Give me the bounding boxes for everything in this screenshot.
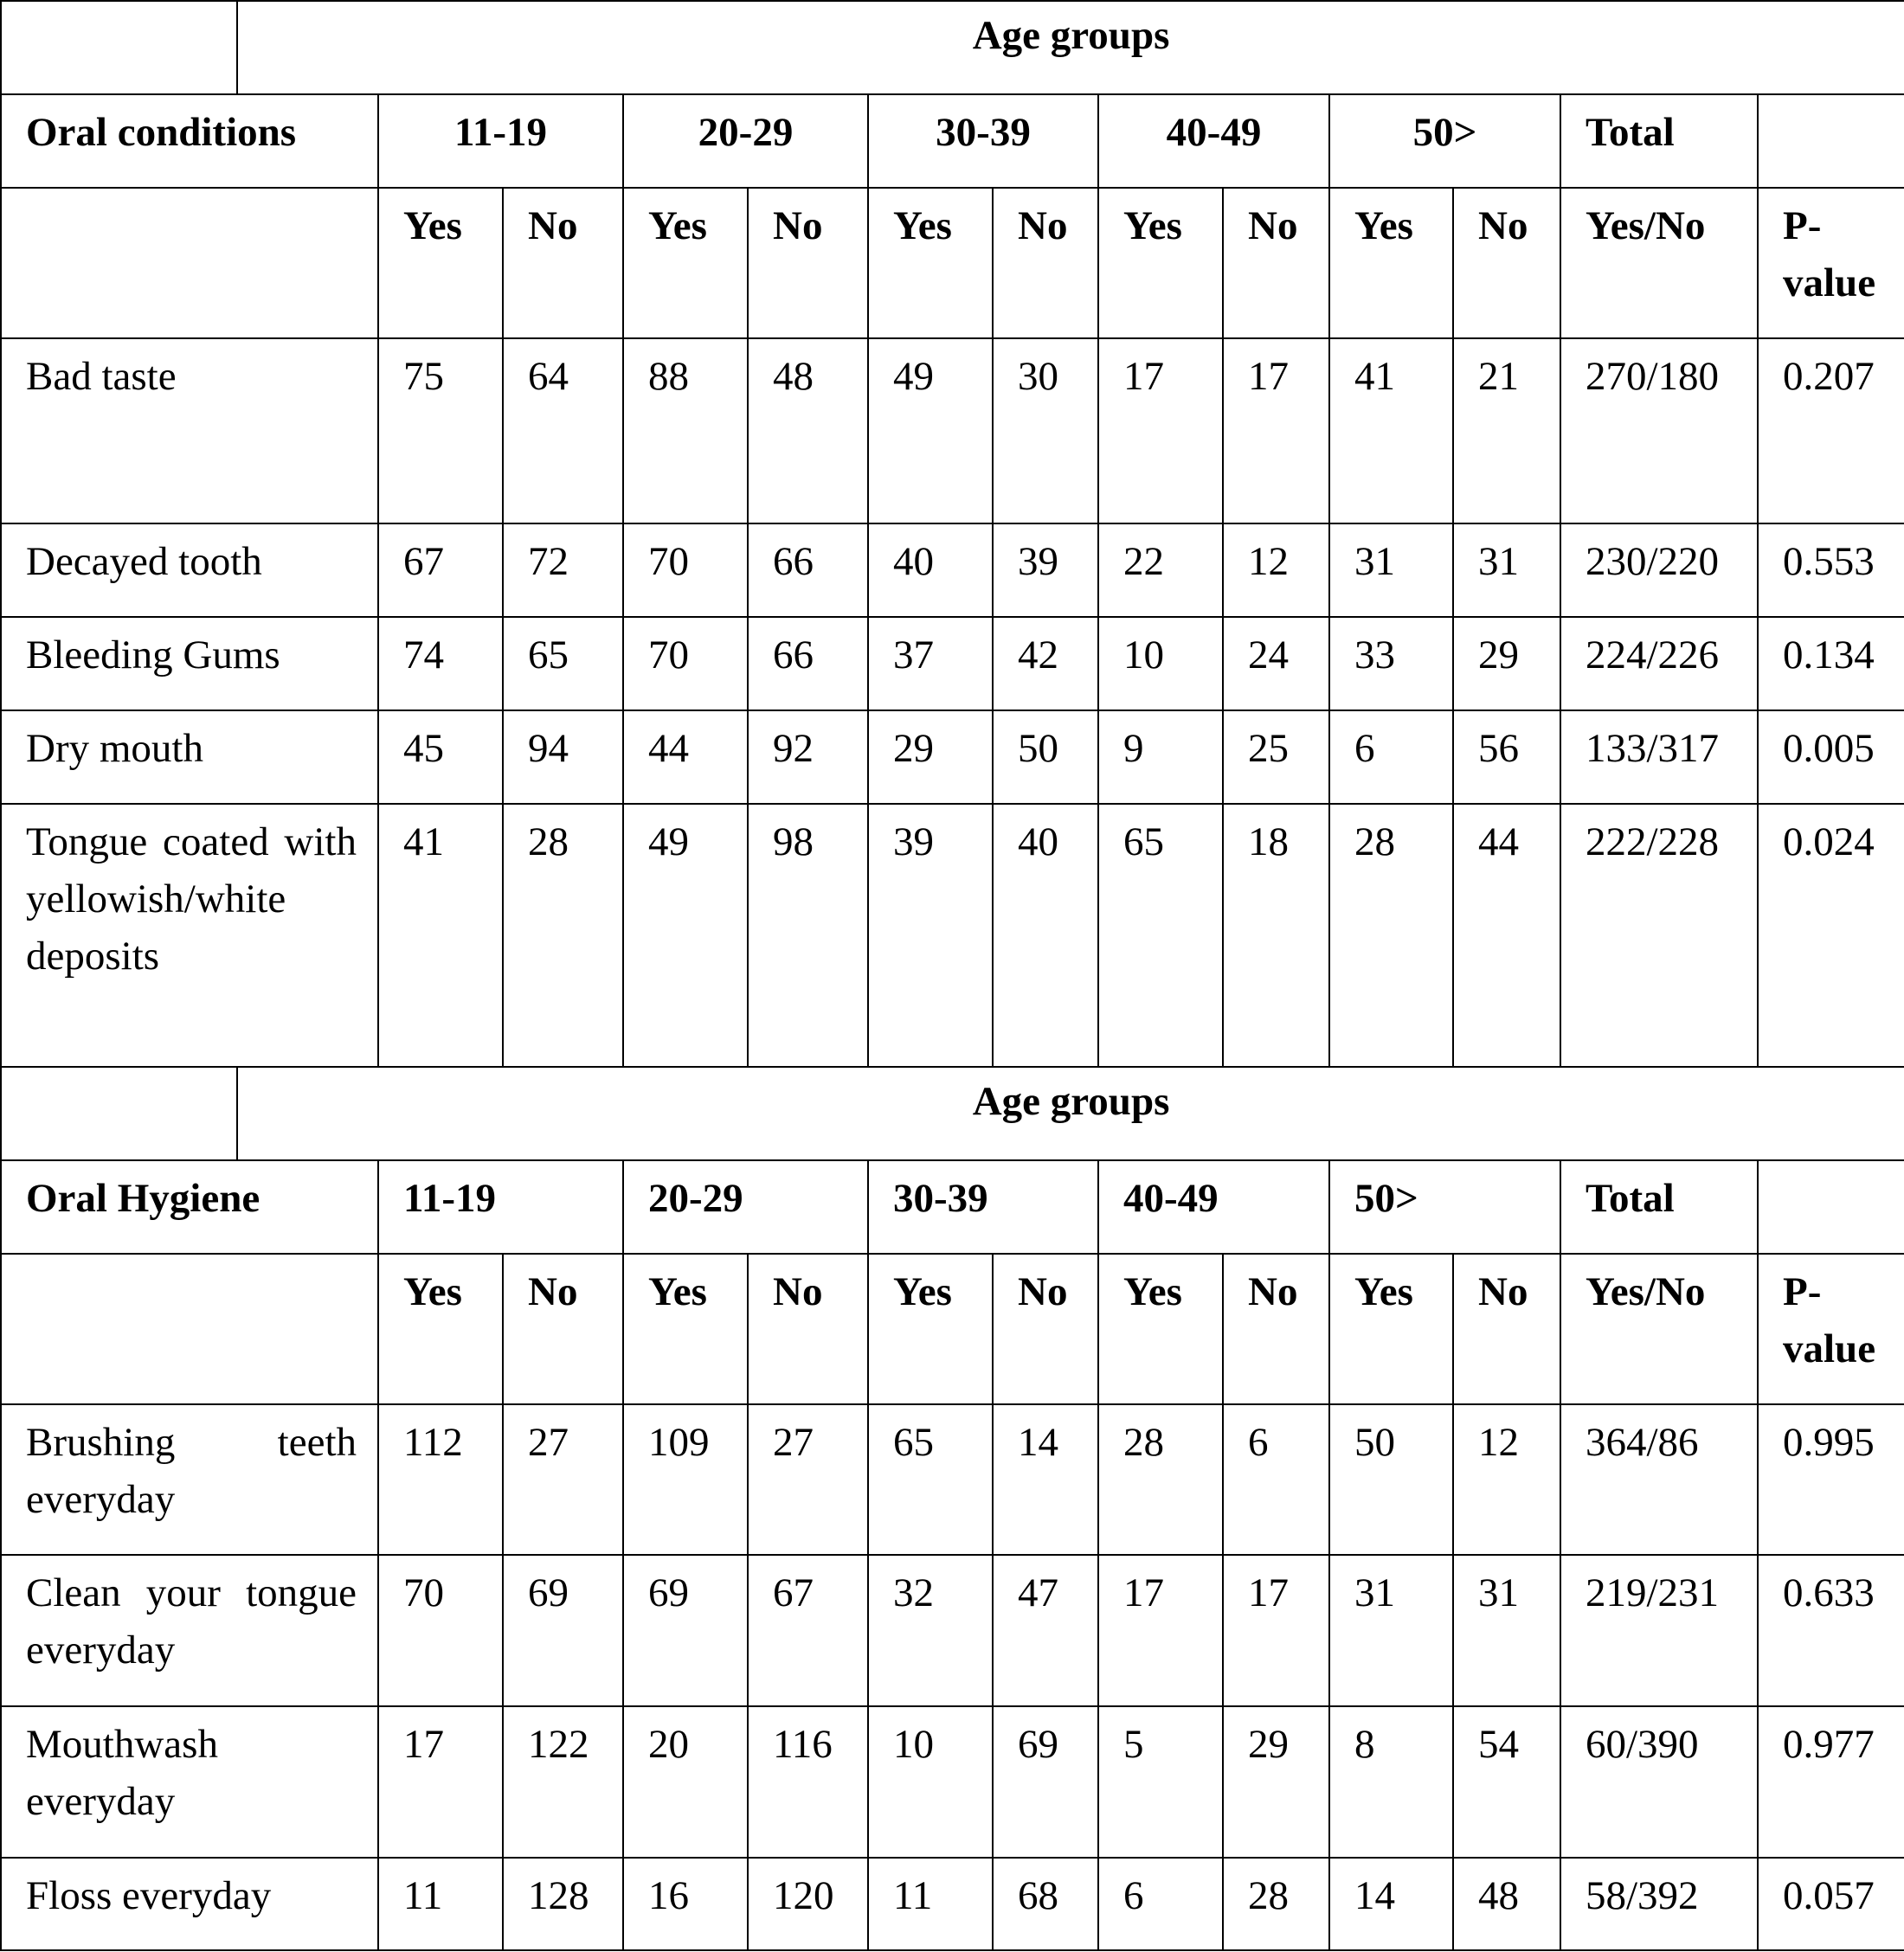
no-header: No [748, 1254, 868, 1404]
yes-count-cell: 70 [378, 1555, 503, 1706]
no-count-cell: 30 [993, 338, 1098, 523]
yes-count-cell: 49 [623, 804, 748, 1067]
no-count-cell: 116 [748, 1706, 868, 1858]
age-group-header: 40-49 [1098, 94, 1329, 188]
total-cell: 60/390 [1560, 1706, 1758, 1858]
no-count-cell: 27 [503, 1404, 623, 1555]
yes-count-cell: 41 [1329, 338, 1453, 523]
yes-count-cell: 70 [623, 523, 748, 617]
no-header: No [1453, 188, 1560, 338]
yes-count-cell: 6 [1329, 710, 1453, 804]
age-group-header: 30-39 [868, 1160, 1098, 1254]
age-group-header: 11-19 [378, 94, 623, 188]
yes-header: Yes [1098, 188, 1223, 338]
pvalue-cell: 0.024 [1758, 804, 1904, 1067]
no-count-cell: 92 [748, 710, 868, 804]
yes-header: Yes [868, 1254, 993, 1404]
yes-count-cell: 28 [1329, 804, 1453, 1067]
total-cell: 270/180 [1560, 338, 1758, 523]
condition-label: Bad taste [1, 338, 378, 523]
total-cell: 58/392 [1560, 1858, 1758, 1950]
total-cell: 224/226 [1560, 617, 1758, 710]
yes-count-cell: 40 [868, 523, 993, 617]
yes-count-cell: 112 [378, 1404, 503, 1555]
yes-count-cell: 88 [623, 338, 748, 523]
corner-cell [1, 1, 237, 94]
no-count-cell: 66 [748, 523, 868, 617]
table-row [1, 710, 1904, 804]
yes-count-cell: 74 [378, 617, 503, 710]
no-count-cell: 47 [993, 1555, 1098, 1706]
no-count-cell: 56 [1453, 710, 1560, 804]
empty-label-cell [1, 188, 378, 338]
no-header: No [503, 1254, 623, 1404]
no-count-cell: 42 [993, 617, 1098, 710]
no-count-cell: 94 [503, 710, 623, 804]
yes-count-cell: 44 [623, 710, 748, 804]
condition-label: Brushing teeth everyday [1, 1404, 378, 1555]
yes-count-cell: 31 [1329, 523, 1453, 617]
no-count-cell: 14 [993, 1404, 1098, 1555]
no-count-cell: 21 [1453, 338, 1560, 523]
age-group-header: 40-49 [1098, 1160, 1329, 1254]
pvalue-header: P-value [1758, 1254, 1904, 1404]
age-group-header: 11-19 [378, 1160, 623, 1254]
condition-label: Decayed tooth [1, 523, 378, 617]
age-header-row [1, 94, 1904, 188]
yes-count-cell: 14 [1329, 1858, 1453, 1950]
no-header: No [503, 188, 623, 338]
no-count-cell: 29 [1223, 1706, 1329, 1858]
yes-count-cell: 5 [1098, 1706, 1223, 1858]
no-header: No [993, 188, 1098, 338]
no-count-cell: 28 [1223, 1858, 1329, 1950]
yes-header: Yes [623, 1254, 748, 1404]
no-count-cell: 44 [1453, 804, 1560, 1067]
yes-count-cell: 11 [378, 1858, 503, 1950]
yes-count-cell: 65 [868, 1404, 993, 1555]
total-cell: 222/228 [1560, 804, 1758, 1067]
no-count-cell: 24 [1223, 617, 1329, 710]
yes-count-cell: 17 [1098, 1555, 1223, 1706]
no-count-cell: 28 [503, 804, 623, 1067]
no-count-cell: 27 [748, 1404, 868, 1555]
yes-count-cell: 31 [1329, 1555, 1453, 1706]
no-count-cell: 40 [993, 804, 1098, 1067]
total-header: Total [1560, 94, 1758, 188]
no-header: No [748, 188, 868, 338]
yes-count-cell: 22 [1098, 523, 1223, 617]
no-header: No [1453, 1254, 1560, 1404]
yes-count-cell: 16 [623, 1858, 748, 1950]
section-title: Age groups [237, 1, 1904, 94]
pvalue-cell: 0.977 [1758, 1706, 1904, 1858]
no-count-cell: 31 [1453, 1555, 1560, 1706]
no-count-cell: 12 [1453, 1404, 1560, 1555]
pvalue-cell: 0.005 [1758, 710, 1904, 804]
row-header: Oral conditions [1, 94, 378, 188]
yes-count-cell: 37 [868, 617, 993, 710]
yes-header: Yes [1098, 1254, 1223, 1404]
pvalue-cell: 0.995 [1758, 1404, 1904, 1555]
table-row [1, 1706, 1904, 1858]
yes-count-cell: 28 [1098, 1404, 1223, 1555]
total-cell: 133/317 [1560, 710, 1758, 804]
age-group-header: 50> [1329, 1160, 1560, 1254]
table-row [1, 338, 1904, 523]
yes-count-cell: 20 [623, 1706, 748, 1858]
no-count-cell: 120 [748, 1858, 868, 1950]
no-count-cell: 72 [503, 523, 623, 617]
no-header: No [1223, 1254, 1329, 1404]
corner-cell [1, 1067, 237, 1160]
yes-count-cell: 8 [1329, 1706, 1453, 1858]
no-count-cell: 128 [503, 1858, 623, 1950]
no-count-cell: 18 [1223, 804, 1329, 1067]
row-header: Oral Hygiene [1, 1160, 378, 1254]
yes-no-header-row [1, 188, 1904, 338]
no-count-cell: 48 [748, 338, 868, 523]
total-cell: 230/220 [1560, 523, 1758, 617]
no-header: No [1223, 188, 1329, 338]
yes-count-cell: 10 [1098, 617, 1223, 710]
no-count-cell: 12 [1223, 523, 1329, 617]
yes-no-header-row [1, 1254, 1904, 1404]
no-count-cell: 67 [748, 1555, 868, 1706]
yes-count-cell: 67 [378, 523, 503, 617]
no-count-cell: 66 [748, 617, 868, 710]
no-count-cell: 17 [1223, 338, 1329, 523]
yes-count-cell: 17 [1098, 338, 1223, 523]
yes-count-cell: 39 [868, 804, 993, 1067]
no-count-cell: 25 [1223, 710, 1329, 804]
yesno-header: Yes/No [1560, 188, 1758, 338]
total-cell: 219/231 [1560, 1555, 1758, 1706]
condition-label: Floss everyday [1, 1858, 378, 1950]
yesno-header: Yes/No [1560, 1254, 1758, 1404]
condition-label: Tongue coated with yellowish/white deposits [1, 804, 378, 1067]
total-header: Total [1560, 1160, 1758, 1254]
yes-header: Yes [1329, 1254, 1453, 1404]
yes-count-cell: 65 [1098, 804, 1223, 1067]
pvalue-header: P-value [1758, 188, 1904, 338]
age-header-row [1, 1160, 1904, 1254]
table-row [1, 1858, 1904, 1950]
no-count-cell: 39 [993, 523, 1098, 617]
yes-count-cell: 32 [868, 1555, 993, 1706]
yes-header: Yes [378, 1254, 503, 1404]
condition-label: Mouthwash everyday [1, 1706, 378, 1858]
no-count-cell: 48 [1453, 1858, 1560, 1950]
condition-label: Bleeding Gums [1, 617, 378, 710]
no-count-cell: 50 [993, 710, 1098, 804]
no-count-cell: 69 [993, 1706, 1098, 1858]
yes-count-cell: 50 [1329, 1404, 1453, 1555]
no-count-cell: 54 [1453, 1706, 1560, 1858]
empty-label-cell [1, 1254, 378, 1404]
yes-count-cell: 49 [868, 338, 993, 523]
yes-header: Yes [623, 188, 748, 338]
no-count-cell: 29 [1453, 617, 1560, 710]
no-count-cell: 6 [1223, 1404, 1329, 1555]
section-title-row [1, 1067, 1904, 1160]
yes-header: Yes [378, 188, 503, 338]
pvalue-cell: 0.553 [1758, 523, 1904, 617]
age-group-header: 30-39 [868, 94, 1098, 188]
condition-label: Dry mouth [1, 710, 378, 804]
no-count-cell: 68 [993, 1858, 1098, 1950]
yes-count-cell: 29 [868, 710, 993, 804]
no-header: No [993, 1254, 1098, 1404]
yes-count-cell: 17 [378, 1706, 503, 1858]
yes-count-cell: 33 [1329, 617, 1453, 710]
age-group-header: 20-29 [623, 94, 868, 188]
pvalue-cell: 0.134 [1758, 617, 1904, 710]
yes-count-cell: 45 [378, 710, 503, 804]
condition-label: Clean your tongue everyday [1, 1555, 378, 1706]
no-count-cell: 98 [748, 804, 868, 1067]
yes-count-cell: 69 [623, 1555, 748, 1706]
empty-header-cell [1758, 1160, 1904, 1254]
yes-header: Yes [1329, 188, 1453, 338]
pvalue-cell: 0.057 [1758, 1858, 1904, 1950]
age-group-header: 20-29 [623, 1160, 868, 1254]
yes-count-cell: 9 [1098, 710, 1223, 804]
table-row [1, 804, 1904, 1067]
yes-count-cell: 75 [378, 338, 503, 523]
empty-header-cell [1758, 94, 1904, 188]
yes-count-cell: 109 [623, 1404, 748, 1555]
yes-count-cell: 41 [378, 804, 503, 1067]
total-cell: 364/86 [1560, 1404, 1758, 1555]
yes-count-cell: 11 [868, 1858, 993, 1950]
no-count-cell: 17 [1223, 1555, 1329, 1706]
table-row [1, 1404, 1904, 1555]
section-title: Age groups [237, 1067, 1904, 1160]
yes-count-cell: 10 [868, 1706, 993, 1858]
yes-header: Yes [868, 188, 993, 338]
section-title-row [1, 1, 1904, 94]
no-count-cell: 31 [1453, 523, 1560, 617]
table-row [1, 617, 1904, 710]
no-count-cell: 122 [503, 1706, 623, 1858]
no-count-cell: 64 [503, 338, 623, 523]
table-row [1, 1555, 1904, 1706]
yes-count-cell: 70 [623, 617, 748, 710]
no-count-cell: 65 [503, 617, 623, 710]
yes-count-cell: 6 [1098, 1858, 1223, 1950]
pvalue-cell: 0.633 [1758, 1555, 1904, 1706]
pvalue-cell: 0.207 [1758, 338, 1904, 523]
no-count-cell: 69 [503, 1555, 623, 1706]
age-group-header: 50> [1329, 94, 1560, 188]
table-row [1, 523, 1904, 617]
